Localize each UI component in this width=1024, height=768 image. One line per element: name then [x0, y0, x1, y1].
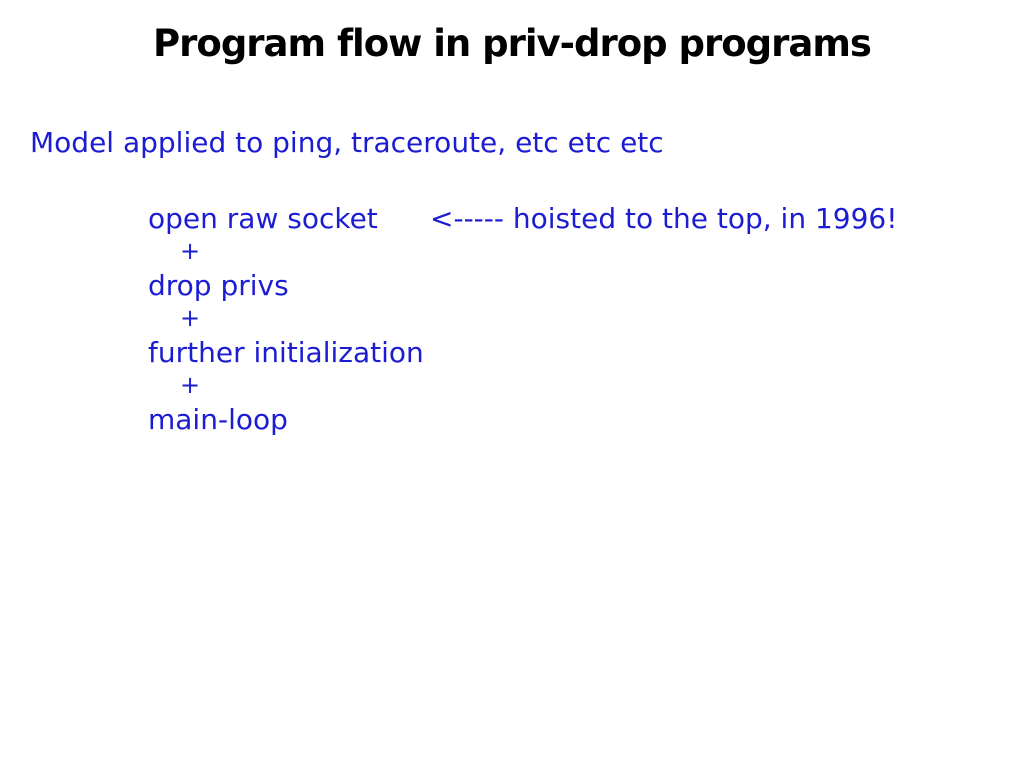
- flow-step-drop-privs: [148, 269, 424, 303]
- flow-connector: +: [180, 237, 201, 265]
- flow-connector: +: [180, 304, 201, 332]
- flow-step-label: main-loop: [148, 403, 288, 436]
- flow-step-open-raw-socket: [148, 202, 898, 236]
- flow-connector: +: [180, 371, 201, 399]
- flow-step-main-loop: [148, 403, 424, 437]
- flow-step-label: open raw socket: [148, 202, 378, 235]
- flow-annotation-arrow: <----- hoisted to the top, in 1996!: [430, 202, 898, 235]
- intro-line: Model applied to ping, traceroute, etc etc etc: [30, 126, 664, 159]
- flow-step-label: further initialization: [148, 336, 424, 369]
- flow-diagram: [148, 202, 898, 437]
- flow-step-further-initialization: [148, 336, 424, 370]
- flow-step-label: drop privs: [148, 269, 289, 302]
- slide-title: Program flow in priv-drop programs: [153, 22, 871, 65]
